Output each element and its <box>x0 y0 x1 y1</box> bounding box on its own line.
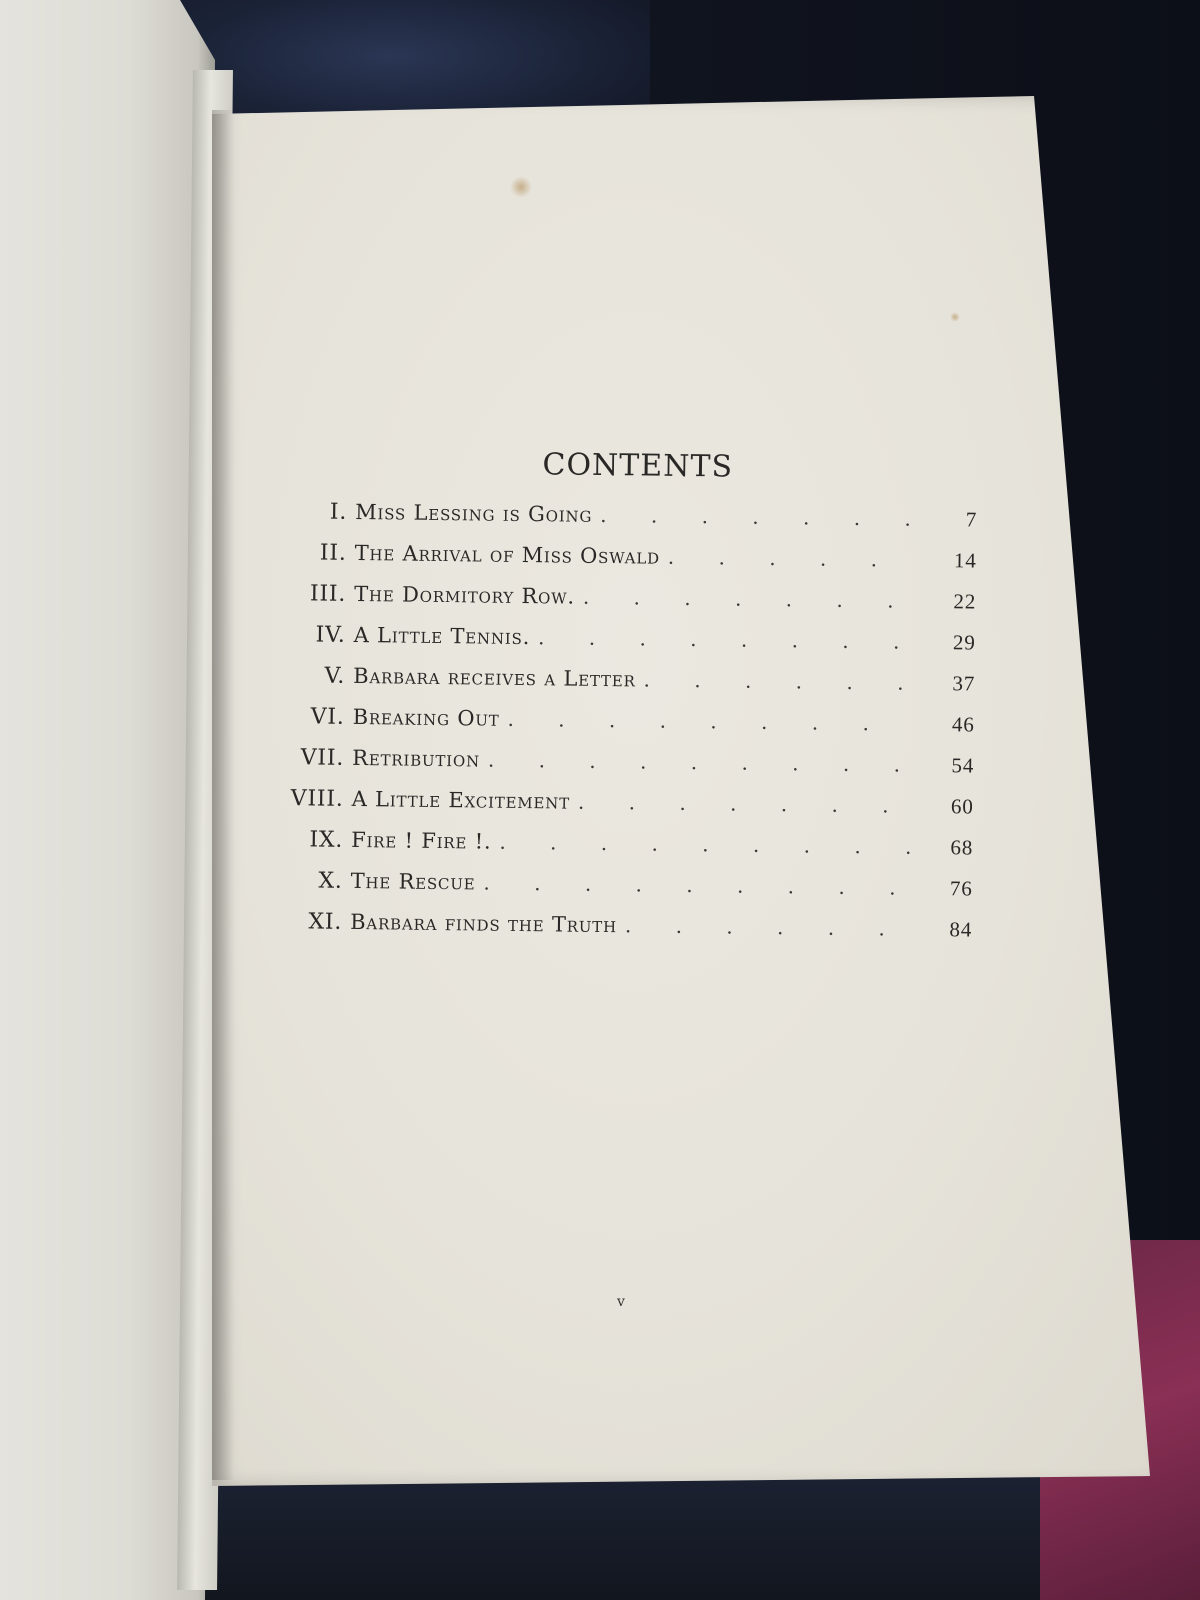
chapter-page-number: 37 <box>952 671 976 696</box>
dot-leader <box>578 790 914 818</box>
chapter-page-number: 68 <box>950 835 974 860</box>
chapter-number: IX. <box>309 827 344 853</box>
chapter-number: VIII. <box>290 786 344 812</box>
chapter-number: V. <box>324 663 346 689</box>
chapter-title: The Arrival of Miss Oswald <box>354 540 661 569</box>
foxing-spot <box>950 312 960 322</box>
chapter-title: Miss Lessing is Going <box>355 499 593 527</box>
chapter-page-number: 84 <box>949 917 973 942</box>
chapter-page-number: 46 <box>951 712 975 737</box>
dot-leader <box>507 707 914 736</box>
chapter-title: The Dormitory Row. <box>354 581 576 609</box>
chapter-title: Barbara finds the Truth <box>350 909 618 938</box>
chapter-page-number: 54 <box>951 753 975 778</box>
chapter-page-number: 22 <box>953 589 977 614</box>
chapter-number: I. <box>329 499 348 525</box>
table-of-contents <box>272 444 978 959</box>
signature-mark: v <box>617 1294 625 1310</box>
dot-leader <box>538 625 916 654</box>
chapter-page-number: 76 <box>949 876 973 901</box>
chapter-page-number: 14 <box>953 548 977 573</box>
chapter-title: Retribution <box>352 745 481 772</box>
dot-leader <box>625 913 912 941</box>
foxing-spot <box>510 176 532 198</box>
dot-leader <box>499 830 913 859</box>
dot-leader <box>483 871 912 900</box>
dot-leader <box>600 503 917 531</box>
chapter-title: Fire ! Fire !. <box>351 827 492 854</box>
dot-leader <box>668 545 917 572</box>
dot-leader <box>488 748 914 777</box>
chapter-page-number: 60 <box>950 794 974 819</box>
chapter-number: III. <box>309 581 347 607</box>
chapter-page-number: 7 <box>965 507 978 532</box>
chapter-title: Breaking Out <box>352 704 500 731</box>
gutter-shadow <box>212 110 234 1480</box>
chapter-number: VII. <box>300 745 345 771</box>
chapter-title: A Little Tennis. <box>353 622 531 650</box>
chapter-number: X. <box>318 868 343 894</box>
chapter-list <box>272 499 977 959</box>
chapter-page-number: 29 <box>952 630 976 655</box>
chapter-title: The Rescue <box>350 868 476 895</box>
chapter-number: II. <box>319 540 347 566</box>
dot-leader <box>583 585 917 613</box>
chapter-title: Barbara receives a Letter <box>353 663 636 692</box>
chapter-number: XI. <box>308 909 343 935</box>
chapter-number: VI. <box>310 704 345 730</box>
chapter-title: A Little Excitement <box>351 786 571 814</box>
chapter-number: IV. <box>315 622 346 648</box>
chapter-entry <box>272 909 972 959</box>
contents-heading: CONTENTS <box>542 447 734 485</box>
background-lap <box>140 1470 1040 1600</box>
dot-leader <box>643 667 915 694</box>
